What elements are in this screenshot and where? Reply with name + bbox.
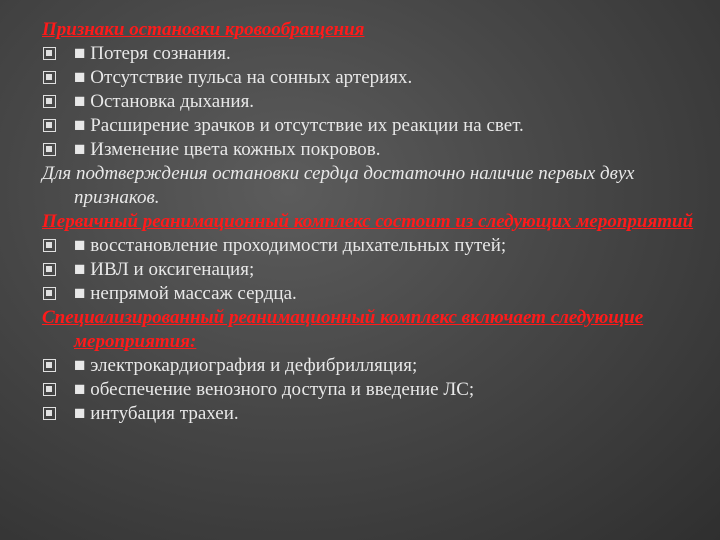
list-item-text: ■ Остановка дыхания. — [74, 91, 255, 112]
list-item — [42, 138, 714, 162]
square-bullet-icon — [43, 119, 56, 132]
heading-primary-resuscitation: Первичный реанимационный комплекс состоит из следующих мероприятий — [42, 211, 694, 232]
square-bullet-icon — [43, 383, 56, 396]
list-item-text: ■ непрямой массаж сердца. — [74, 283, 297, 304]
list-item — [42, 258, 714, 282]
square-bullet-icon — [43, 407, 56, 420]
list-item — [42, 378, 714, 402]
slide-content — [42, 18, 714, 426]
square-bullet-icon — [43, 95, 56, 108]
list-item — [42, 402, 714, 426]
list-item-text: ■ обеспечение венозного доступа и введение ЛС; — [74, 379, 475, 400]
list-item-text: ■ Изменение цвета кожных покровов. — [74, 139, 381, 160]
list-item-text: ■ ИВЛ и оксигенация; — [74, 259, 255, 280]
square-bullet-icon — [43, 287, 56, 300]
square-bullet-icon — [43, 359, 56, 372]
square-bullet-icon — [43, 239, 56, 252]
square-bullet-icon — [43, 263, 56, 276]
square-bullet-icon — [43, 47, 56, 60]
square-bullet-icon — [43, 71, 56, 84]
list-item — [42, 42, 714, 66]
list-item-text: ■ Отсутствие пульса на сонных артериях. — [74, 67, 413, 88]
list-item — [42, 90, 714, 114]
heading-specialized-resuscitation: Специализированный реанимационный комплекс включает следующие мероприятия: — [42, 307, 644, 352]
list-item-text: ■ Потеря сознания. — [74, 43, 231, 64]
list-item-text: ■ электрокардиография и дефибрилляция; — [74, 355, 418, 376]
list-item — [42, 114, 714, 138]
list-item — [42, 354, 714, 378]
confirmation-note: Для подтверждения остановки сердца достаточно наличие первых двух признаков. — [42, 163, 635, 208]
list-item — [42, 282, 714, 306]
list-item — [42, 234, 714, 258]
list-item-text: ■ восстановление проходимости дыхательных путей; — [74, 235, 507, 256]
list-item — [42, 66, 714, 90]
square-bullet-icon — [43, 143, 56, 156]
list-item-text: ■ Расширение зрачков и отсутствие их реакции на свет. — [74, 115, 524, 136]
heading-circulatory-arrest-signs: Признаки остановки кровообращения — [42, 19, 365, 40]
list-item-text: ■ интубация трахеи. — [74, 403, 239, 424]
